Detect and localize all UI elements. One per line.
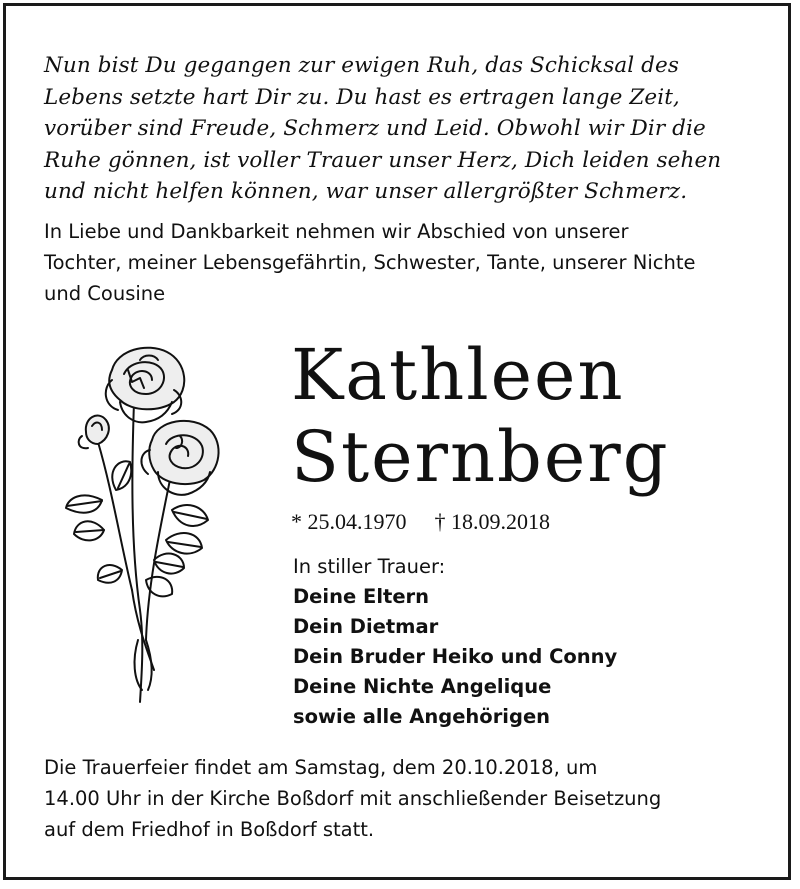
poem-line: Lebens setzte hart Dir zu. Du hast es ertragen lange Zeit,	[44, 84, 680, 110]
first-name: Kathleen	[291, 334, 625, 416]
mourners-list	[293, 552, 617, 732]
rose-icon	[62, 340, 232, 710]
intro-line: und Cousine	[44, 282, 166, 305]
poem-line: vorüber sind Freude, Schmerz und Leid. Obwohl wir Dir die	[44, 116, 706, 141]
last-name: Sternberg	[291, 416, 670, 498]
birth-date: * 25.04.1970	[291, 509, 407, 534]
funeral-info	[44, 752, 774, 845]
mourner-name: Deine Eltern	[293, 585, 430, 608]
mourner-name: Dein Dietmar	[293, 615, 439, 638]
mourner-name: Dein Bruder Heiko und Conny	[293, 645, 618, 668]
death-date: † 18.09.2018	[434, 509, 550, 534]
poem-line: Nun bist Du gegangen zur ewigen Ruh, das Schicksal des	[44, 53, 679, 78]
funeral-line: 14.00 Uhr in der Kirche Boßdorf mit anschließender Beisetzung	[44, 787, 662, 810]
funeral-line: Die Trauerfeier findet am Samstag, dem 20.10.2018, um	[44, 756, 598, 779]
funeral-line: auf dem Friedhof in Boßdorf statt.	[44, 818, 375, 841]
farewell-intro	[44, 216, 774, 309]
intro-line: Tochter, meiner Lebensgefährtin, Schwester, Tante, unserer Nichte	[44, 251, 696, 274]
poem	[44, 50, 774, 208]
poem-line: Ruhe gönnen, ist voller Trauer unser Herz, Dich leiden sehen	[44, 147, 722, 173]
mourner-name: Deine Nichte Angelique	[293, 675, 552, 698]
deceased-name	[291, 334, 670, 498]
poem-line: und nicht helfen können, war unser allergrößter Schmerz.	[44, 179, 688, 204]
mourners-heading: In stiller Trauer:	[293, 555, 446, 578]
intro-line: In Liebe und Dankbarkeit nehmen wir Abschied von unserer	[44, 220, 629, 243]
mourner-name: sowie alle Angehörigen	[293, 705, 551, 728]
life-dates	[291, 508, 550, 536]
